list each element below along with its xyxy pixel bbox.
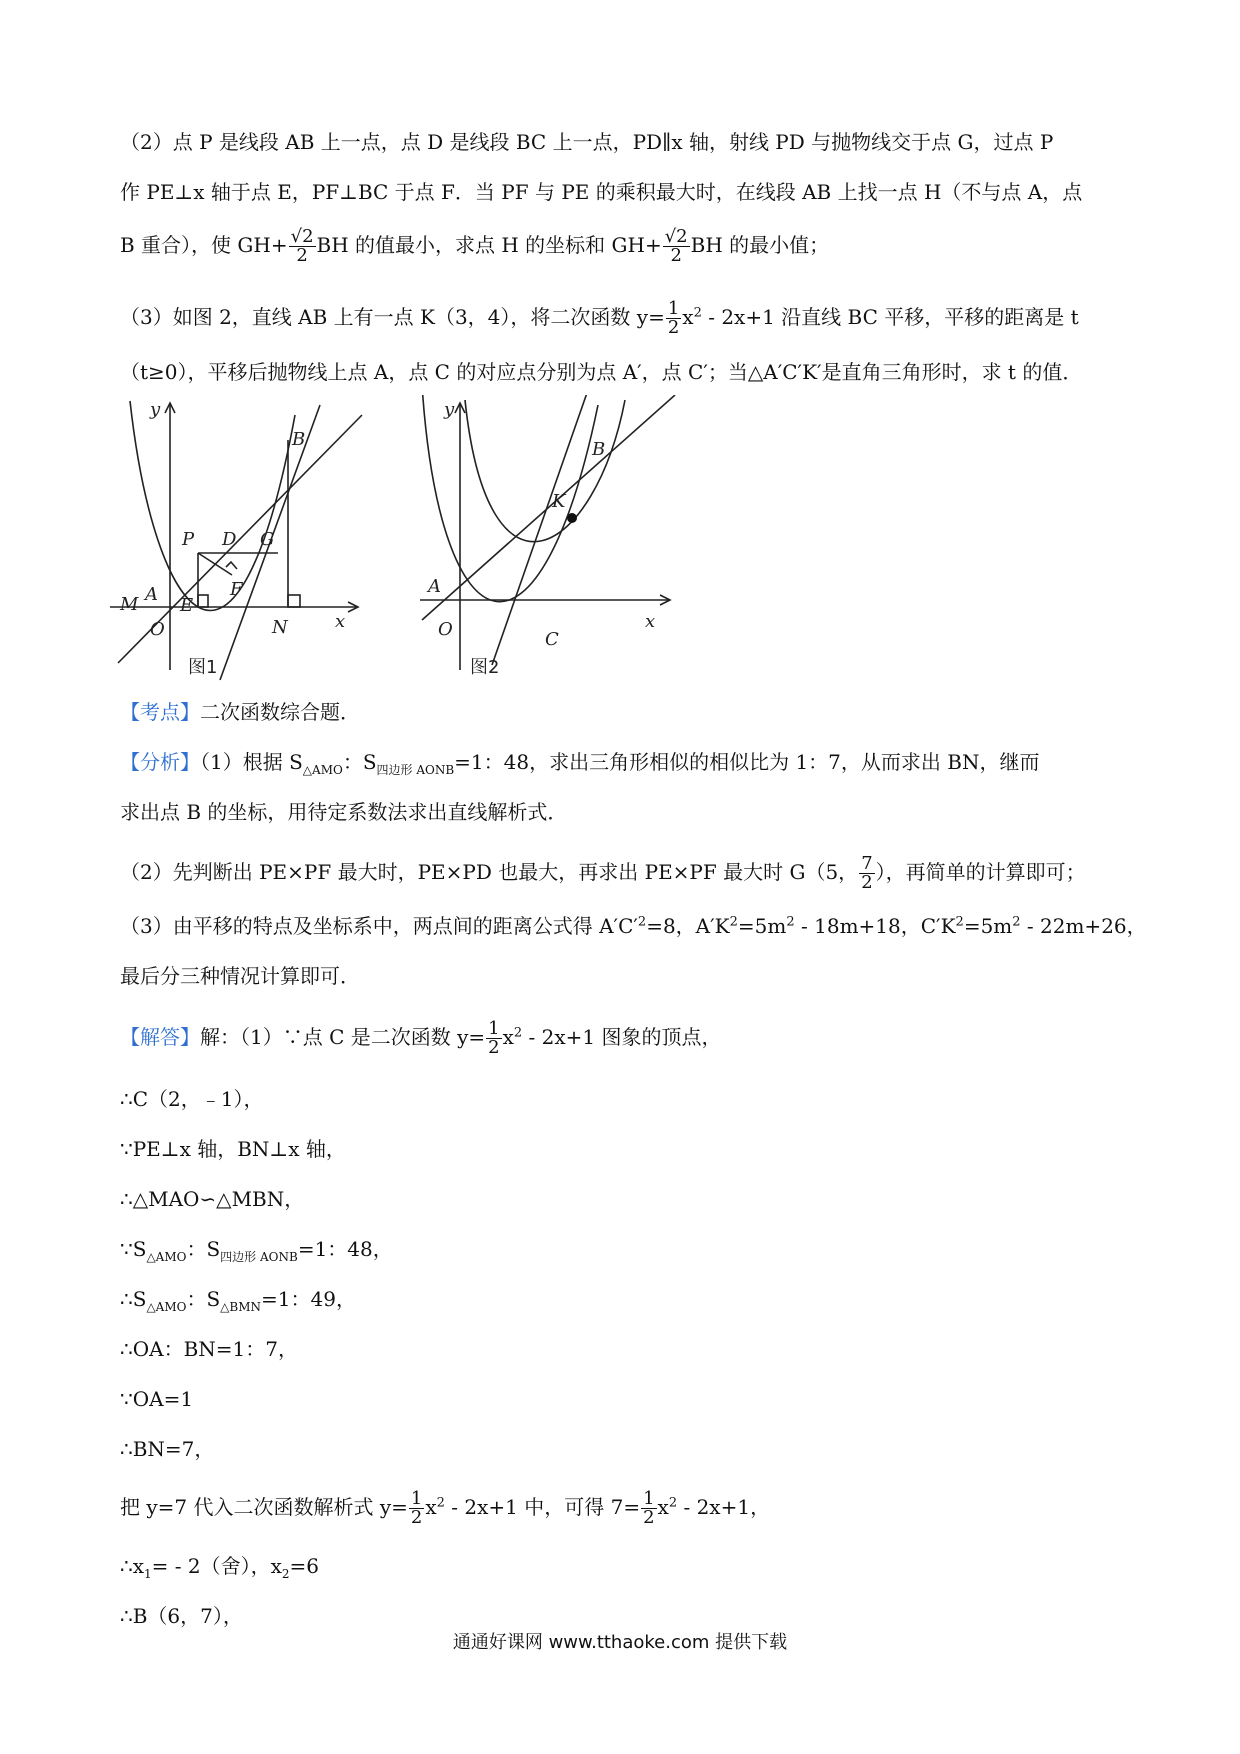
page-footer: 通通好课网 www.tthaoke.com 提供下载	[452, 1632, 788, 1653]
text-line: 作 PE⊥x 轴于点 E，PF⊥BC 于点 F．当 PF 与 PE 的乘积最大时，在线段 AB 上找一点 H（不与点 A，点	[120, 180, 1083, 204]
jieda-line: 【解答】解：（1）∵点 C 是二次函数 y= $\frac{1}{2}$ $x^2 - 2x+1$ 图象的顶点，	[120, 1018, 722, 1058]
fraction: $\frac{1}{2}$	[643, 1488, 655, 1528]
fenxi-tag: 【分析】	[120, 750, 200, 774]
label-k: K	[552, 491, 566, 512]
solution-step: ∴C（2，﹣1），	[120, 1087, 264, 1111]
solution-step: $\because S_{\triangle AMO}$：$S_{四边形 AONB}=1$：48，	[120, 1237, 393, 1264]
label-x: x	[645, 611, 656, 632]
label-a: A	[428, 576, 441, 597]
label-e: E	[180, 595, 194, 616]
label-b: B	[292, 429, 306, 450]
label-d: D	[222, 529, 237, 550]
fenxi-line: 【分析】（1）根据 $S_{\triangle AMO}$：$S_{四边形 AONB}=1$：48，求出三角形相似的相似比为 1：7，从而求出 BN，继而	[120, 750, 1040, 777]
label-a: A	[145, 584, 158, 605]
text-line: （2）先判断出 PE×PF 最大时，PE×PD 也最大，再求出 PE×PF 最大时 G（5， $\frac{7}{2}$ ），再简单的计算即可；	[120, 853, 1086, 893]
fraction: $\frac{1}{2}$	[667, 298, 680, 338]
solution-step: ∴BN=7，	[120, 1437, 215, 1461]
point-k	[567, 513, 577, 523]
fraction: $\frac{√2}{2}$	[290, 226, 314, 266]
figure-1	[110, 395, 375, 685]
solution-step: $\therefore x_1= - 2$（舍），$x_2=6$	[120, 1554, 320, 1581]
figure-2	[420, 395, 690, 685]
label-y: y	[150, 399, 161, 420]
solution-step: ∵OA=1	[120, 1387, 194, 1411]
label-x: x	[335, 611, 346, 632]
label-n: N	[272, 617, 288, 638]
fraction: $\frac{7}{2}$	[861, 853, 873, 893]
label-c: C	[545, 629, 559, 650]
label-y: y	[444, 399, 455, 420]
label-f: F	[230, 579, 243, 600]
kaodian-line: 【考点】二次函数综合题．	[120, 700, 360, 724]
text-line: （t≥0），平移后抛物线上点 A，点 C 的对应点分别为点 A′，点 C′；当△A′C′K′是直角三角形时，求 t 的值．	[120, 360, 1083, 384]
label-p: P	[182, 529, 195, 550]
solution-step: ∴B（6，7），	[120, 1604, 243, 1628]
label-b: B	[592, 439, 606, 460]
label-m: M	[120, 594, 139, 615]
fraction: $\frac{1}{2}$	[410, 1488, 423, 1528]
text-line: （3）由平移的特点及坐标系中，两点间的距离公式得 $A'C'^2=8$，$A'K^2=5m^2 - 18m+18$，$C'K^2=5m^2 - 22m+26$，	[120, 914, 1147, 938]
text-line: （2）点 P 是线段 AB 上一点，点 D 是线段 BC 上一点，PD∥x 轴，射线 PD 与抛物线交于点 G，过点 P	[120, 130, 1054, 154]
label-g: G	[260, 529, 275, 550]
figure-2-caption: 图2	[470, 657, 500, 678]
text-line: B 重合），使 GH+ $\frac{√2}{2}$ BH 的值最小，求点 H 的坐标和 GH+ $\frac{√2}{2}$ BH 的最小值；	[120, 226, 830, 266]
solution-step: ∵PE⊥x 轴，BN⊥x 轴，	[120, 1137, 346, 1161]
solution-step: $\therefore S_{\triangle AMO}$：$S_{\triangle BMN}=1$：49，	[120, 1287, 356, 1314]
text-line: 最后分三种情况计算即可．	[120, 964, 360, 988]
text-line: （3）如图 2，直线 AB 上有一点 K（3，4），将二次函数 y= $\frac{1}{2}$ $x^2 - 2x+1$ 沿直线 BC 平移，平移的距离是 t	[120, 298, 1079, 338]
label-o: O	[150, 619, 165, 640]
solution-step: ∴OA：BN=1：7，	[120, 1337, 298, 1361]
jieda-tag: 【解答】	[120, 1025, 200, 1049]
figure-1-caption: 图1	[188, 657, 218, 678]
solution-step: 把 y=7 代入二次函数解析式 y= $\frac{1}{2}$ $x^2 - 2x+1$ 中，可得 7= $\frac{1}{2}$ $x^2 - 2x+1$，	[120, 1488, 771, 1528]
text-line: 求出点 B 的坐标，用待定系数法求出直线解析式．	[120, 800, 568, 824]
fraction: $\frac{1}{2}$	[488, 1018, 500, 1058]
solution-step: ∴△MAO∽△MBN，	[120, 1187, 305, 1211]
label-o: O	[438, 619, 453, 640]
kaodian-tag: 【考点】	[120, 700, 200, 724]
fraction: $\frac{√2}{2}$	[664, 226, 688, 266]
